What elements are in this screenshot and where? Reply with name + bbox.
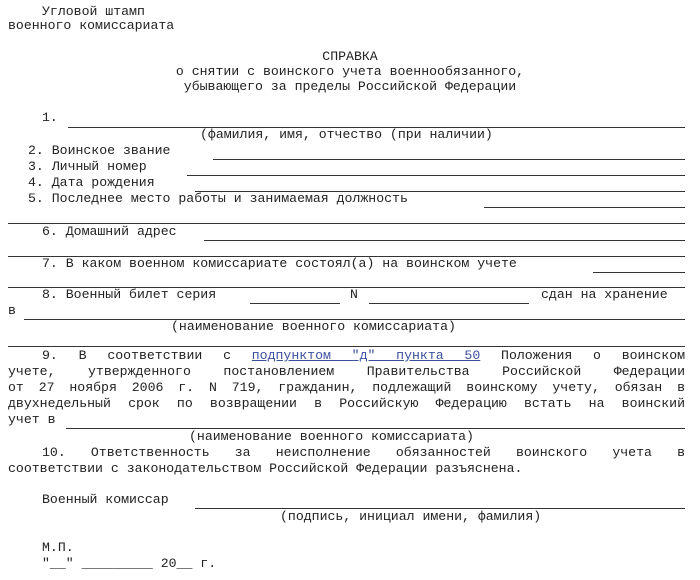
commissar-signature-caption: (подпись, инициал имени, фамилия) <box>280 509 542 524</box>
military-rank-input-line[interactable] <box>213 159 685 160</box>
last-job-label: 5. Последнее место работы и занимаемая должность <box>28 191 408 206</box>
item-9-word: с <box>223 348 231 363</box>
military-rank-label: 2. Воинское звание <box>28 143 171 158</box>
field-1-number: 1. <box>42 110 58 125</box>
home-address-label: 6. Домашний адрес <box>42 224 177 239</box>
seal-label: М.П. <box>42 540 74 555</box>
home-address-input-line[interactable] <box>204 240 685 241</box>
document-title: СПРАВКА <box>322 49 378 64</box>
return-commissariat-caption: (наименование военного комиссариата) <box>189 429 474 444</box>
military-id-number-input-line[interactable] <box>369 303 529 304</box>
commissariat-registered-input-line[interactable] <box>593 272 685 273</box>
document-subtitle-1: о снятии с воинского учета военнообязанного, <box>175 64 525 79</box>
item-10-text: 10. Ответственность за неисполнение обязанностей воинского учета в <box>42 445 685 460</box>
document-subtitle-2: убывающего за пределы Российской Федерации <box>183 79 517 94</box>
military-id-series-label: 8. Военный билет серия <box>42 287 217 302</box>
commissariat-registered-label: 7. В каком военном комиссариате состоял(а) на воинском учете <box>42 256 517 271</box>
item-9-line-4: двухнедельный срок по возвращении в Российскую Федерацию встать на воинский <box>8 396 685 411</box>
deposited-label: сдан на хранение <box>541 287 668 302</box>
birth-date-label: 4. Дата рождения <box>28 175 155 190</box>
military-id-series-input-line[interactable] <box>250 303 340 304</box>
personal-number-input-line[interactable] <box>187 175 685 176</box>
item-9-line-2: учете, утвержденного постановлением Правительства Российской Федерации <box>8 364 685 379</box>
deposited-commissariat-caption: (наименование военного комиссариата) <box>171 319 456 334</box>
stamp-line-1: Угловой штамп <box>42 4 145 19</box>
item-9-word: соответствии <box>107 348 203 363</box>
item-9-word: Положения о воинском <box>501 348 686 363</box>
personal-number-label: 3. Личный номер <box>28 159 147 174</box>
item-10-line-1 <box>8 445 685 461</box>
deposited-commissariat-input-line-2[interactable] <box>8 346 685 347</box>
regulation-link[interactable]: подпунктом "д" пункта 50 <box>251 348 481 363</box>
full-name-caption: (фамилия, имя, отчество (при наличии) <box>200 127 493 142</box>
item-9-line-5: учет в <box>8 412 56 427</box>
item-9-word: В <box>78 348 87 363</box>
item-9-line-1 <box>8 348 685 364</box>
date-field[interactable]: "__" _________ 20__ г. <box>42 556 217 571</box>
deposited-in-label: в <box>8 303 16 318</box>
item-9-number: 9. <box>42 348 58 363</box>
commissar-label: Военный комиссар <box>42 492 169 507</box>
military-id-number-label: N <box>350 287 358 302</box>
item-10-line-2: соответствии с законодательством Российской Федерации разъяснена. <box>8 461 523 476</box>
last-job-input-line[interactable] <box>484 207 685 208</box>
stamp-line-2: военного комиссариата <box>8 18 175 33</box>
item-9-line-3: от 27 ноября 2006 г. N 719, гражданин, подлежащий воинскому учету, обязан в <box>8 380 685 395</box>
